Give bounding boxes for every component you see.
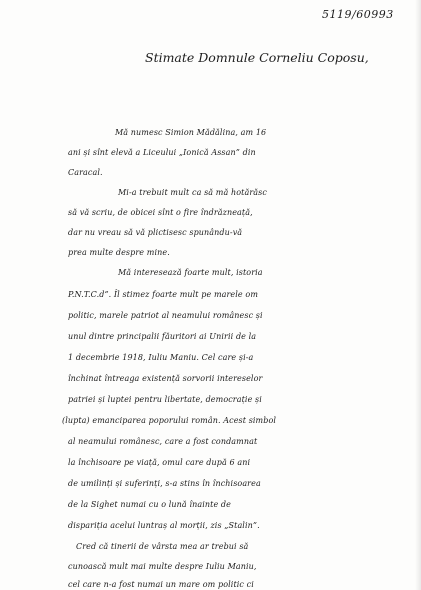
text-line: cel care n-a fost numai un mare om politic ci: [68, 580, 254, 589]
text-line: unul dintre principalii făuritori ai Unirii de la: [68, 332, 257, 341]
text-line: dar nu vreau să vă plictisesc spunându-vă: [68, 228, 243, 237]
text-line: patriei și luptei pentru libertate, democrație și: [68, 395, 262, 404]
text-line: cunoască mult mai multe despre Iuliu Maniu,: [68, 562, 257, 571]
text-line: la închisoare pe viață, omul care după 6 ani: [68, 458, 251, 467]
text-line: al neamului românesc, care a fost condamnat: [68, 437, 258, 446]
text-line: de umilinți și suferinți, s-a stins în închisoarea: [68, 479, 261, 488]
text-line: Mă interesează foarte mult, istoria: [118, 268, 263, 277]
text-line: ani și sînt elevă a Liceului „Ionică Assan” din: [68, 148, 256, 157]
reference-number: 5119/60993: [322, 8, 394, 21]
text-line: dispariția acelui luntraș al morții, zis „Stalin”.: [68, 521, 260, 530]
page-edge-shadow: [415, 0, 421, 590]
text-line: Mi-a trebuit mult ca să mă hotărăsc: [118, 188, 267, 197]
text-line: Mă numesc Simion Mădălina, am 16: [115, 128, 267, 137]
text-line: Caracal.: [68, 168, 103, 177]
text-line: 1 decembrie 1918, Iuliu Maniu. Cel care și-a: [68, 353, 254, 362]
text-line: Cred că tinerii de vârsta mea ar trebui să: [76, 542, 249, 551]
text-line: închinat întreaga existență sorvorii intereselor: [68, 374, 263, 383]
text-line: prea multe despre mine.: [68, 248, 170, 257]
text-line: de la Sighet numai cu o lună înainte de: [68, 500, 231, 509]
salutation: Stimate Domnule Corneliu Coposu,: [145, 50, 369, 65]
text-line: să vă scriu, de obicei sînt o fire îndrăzneață,: [68, 208, 253, 217]
text-line: P.N.T.C.d”. Îl stimez foarte mult pe marele om: [68, 290, 259, 299]
text-line: politic, marele patriot al neamului românesc și: [68, 311, 263, 320]
text-line: (lupta) emanciparea poporului român. Acest simbol: [62, 416, 277, 425]
